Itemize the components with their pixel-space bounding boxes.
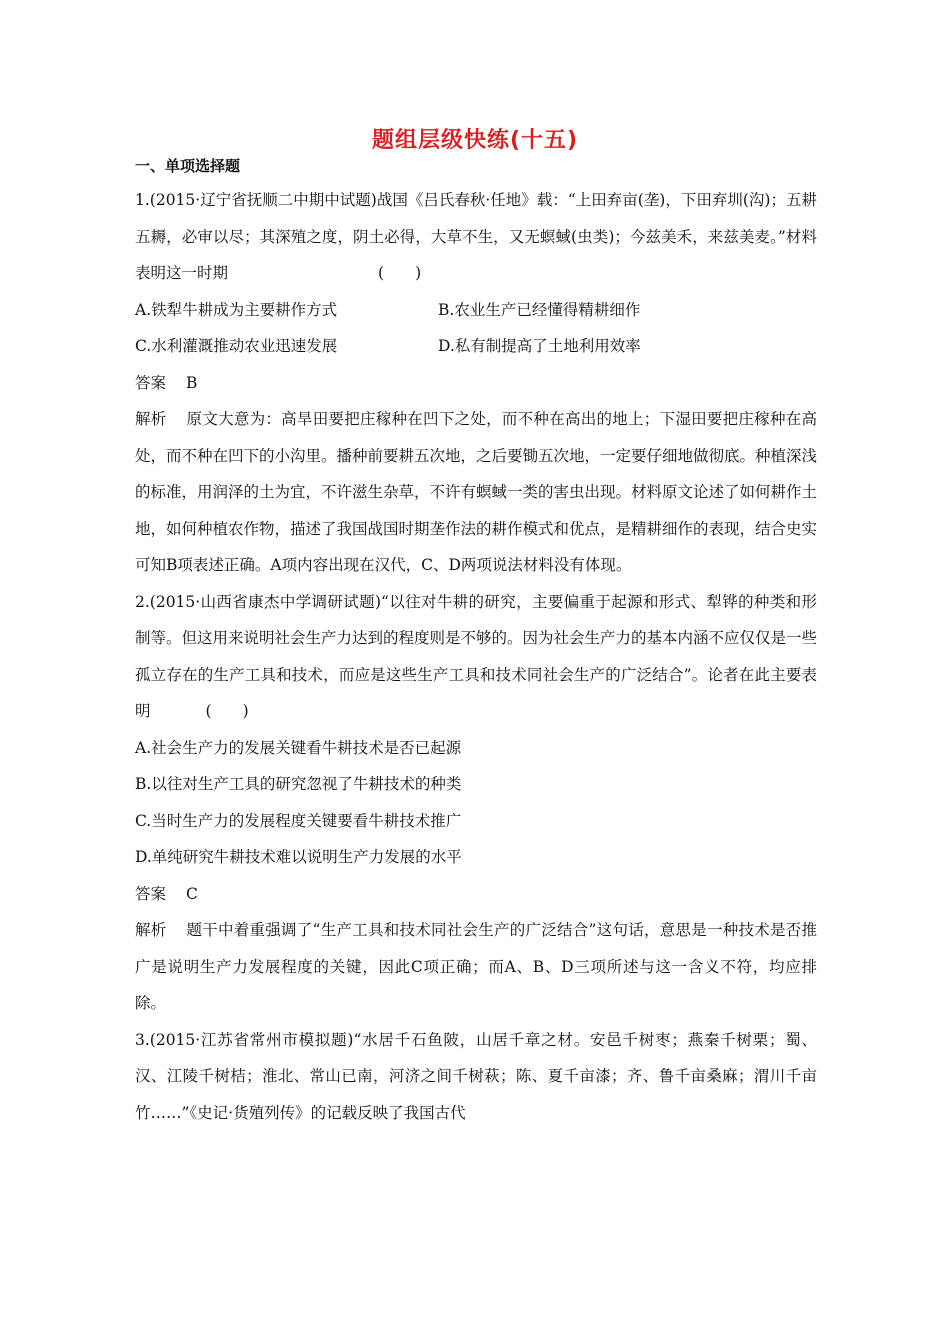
- question-1-option-a: A.铁犁牛耕成为主要耕作方式: [135, 300, 338, 319]
- question-2-option-a: A.社会生产力的发展关键看牛耕技术是否已起源: [135, 738, 462, 757]
- analysis-label: 解析: [135, 410, 167, 428]
- question-3-stem: 3.(2015·江苏省常州市模拟题)“水居千石鱼陂，山居千章之材。安邑千树枣；燕秦千树栗；蜀、汉、江陵千树桔；淮北、常山已南，河济之间千树萩；陈、夏千亩漆；齐、鲁千亩桑麻；渭川千亩竹……”《史记·货殖列传》的记载反映了我国古代: [135, 1030, 817, 1122]
- question-2-answer: [135, 876, 817, 913]
- question-1-options-row-2: [135, 328, 817, 365]
- question-2-option-c: C.当时生产力的发展程度关键要看牛耕技术推广: [135, 811, 462, 830]
- question-1-options-row-1: [135, 292, 817, 329]
- answer-value: B: [186, 373, 198, 392]
- question-list: [135, 182, 817, 1131]
- question-2-answer-blank: ( ): [205, 702, 249, 720]
- question-1-text: 1.(2015·辽宁省抚顺二中期中试题)战国《吕氏春秋·任地》载：“上田弃亩(垄)，下田弃圳(沟)；五耕五耨，必审以尽；其深殖之度，阴土必得，大草不生，又无螟蜮(虫类)；今兹美禾，来兹美麦。”材料表明这一时期: [135, 191, 817, 282]
- analysis-text: 原文大意为：高旱田要把庄稼种在凹下之处，而不种在高出的地上；下湿田要把庄稼种在高处，而不种在凹下的小沟里。播种前要耕五次地，之后要锄五次地，一定要仔细地做彻底。种植深浅的标准，用润泽的土为宜，不许滋生杂草，不许有螟蜮一类的害虫出现。材料原文论述了如何耕作土地，如何种植农作物，描述了我国战国时期垄作法的耕作模式和优点，是精耕细作的表现，结合史实可知B项表述正确。A项内容出现在汉代，C、D两项说法材料没有体现。: [135, 410, 818, 574]
- question-1-option-d: D.私有制提高了土地利用效率: [438, 337, 641, 355]
- section-heading: 一、单项选择题: [135, 157, 241, 175]
- answer-label: 答案: [135, 884, 167, 903]
- question-2-stem: [135, 584, 817, 730]
- answer-label: 答案: [135, 373, 167, 392]
- question-1-option-c: C.水利灌溉推动农业迅速发展: [135, 337, 338, 355]
- answer-value: C: [186, 884, 198, 903]
- question-2-text: 2.(2015·山西省康杰中学调研试题)“以往对牛耕的研究，主要偏重于起源和形式、犁铧的种类和形制等。但这用来说明社会生产力达到的程度则是不够的。因为社会生产力的基本内涵不应仅仅是一些孤立存在的生产工具和技术，而应是这些生产工具和技术同社会生产的广泛结合”。论者在此主要表明: [135, 592, 818, 720]
- question-1-answer: [135, 365, 817, 402]
- analysis-label: 解析: [135, 921, 167, 939]
- question-1-analysis: [135, 401, 817, 584]
- question-1-option-b: B.农业生产已经懂得精耕细作: [438, 300, 641, 319]
- analysis-text: 题干中着重强调了“生产工具和技术同社会生产的广泛结合”这句话，意思是一种技术是否推广是说明生产力发展程度的关键，因此C项正确；而A、B、D三项所述与这一含义不符，均应排除。: [135, 921, 817, 1012]
- question-1-answer-blank: ( ): [378, 264, 422, 282]
- page-title: 题组层级快练(十五): [371, 128, 579, 153]
- question-1-stem: [135, 182, 817, 292]
- question-2-option-b: B.以往对生产工具的研究忽视了牛耕技术的种类: [135, 775, 462, 793]
- question-2-option-d: D.单纯研究牛耕技术难以说明生产力发展的水平: [135, 848, 462, 866]
- question-2-analysis: [135, 912, 817, 1022]
